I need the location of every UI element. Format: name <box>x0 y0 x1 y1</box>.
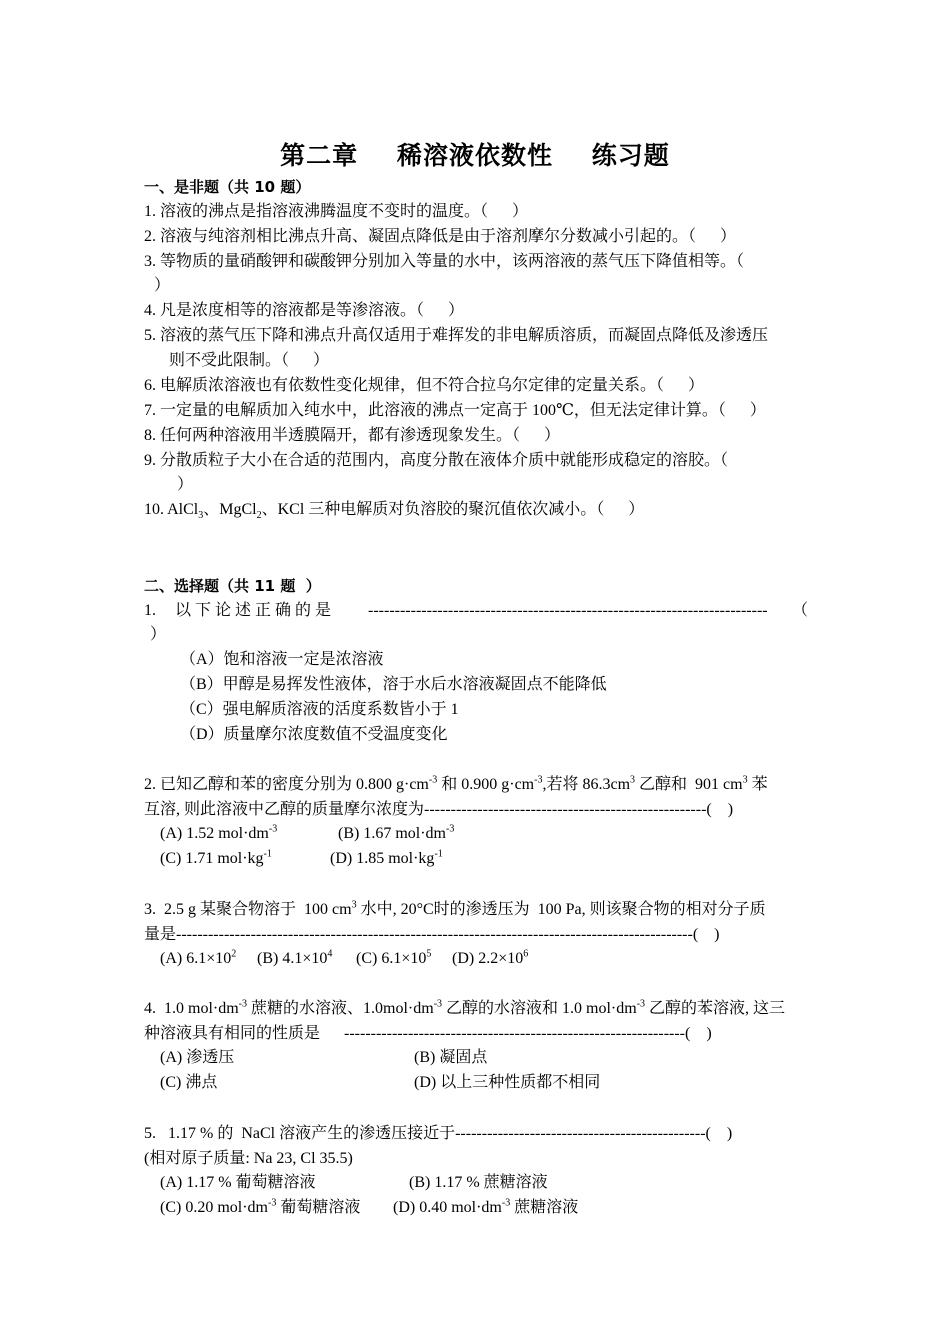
tf-item-5-cont: 则不受此限制。（ ） <box>169 352 330 369</box>
q2-option-b: (B) 1.67 $mol\cdot dm^{-3}$ <box>338 823 455 842</box>
section1-heading: 一、是非题（共 10 题） <box>144 178 311 196</box>
tf-item-9-cont: ） <box>177 476 194 493</box>
tf-item-3-cont: ） <box>154 277 171 294</box>
q2-option-c: (C) 1.71 $mol\cdot kg^{-1}$ <box>160 848 272 867</box>
q5-option-b: (B) 1.17 % 蔗糖溶液 <box>409 1174 548 1191</box>
tf-item-7: 7. 一定量的电解质加入纯水中，此溶液的沸点一定高于 100℃，但无法定律计算。（ ） <box>144 402 766 419</box>
tf-item-6: 6. 电解质浓溶液也有依数性变化规律，但不符合拉乌尔定律的定量关系。（ ） <box>144 377 705 394</box>
q4-stem-line1: 4. 1.0 $mol\cdot dm^{-3}$ 蔗糖的水溶液、$1.0mol\cdot dm^{-3}$ 乙醇的水溶液和 1.0 $mol\cdot dm^{-3}$ 乙醇的苯溶液, 这三 <box>144 998 786 1017</box>
q5-option-a: (A) 1.17 % 葡萄糖溶液 <box>160 1174 316 1191</box>
tf-item-5: 5. 溶液的蒸气压下降和沸点升高仅适用于难挥发的非电解质溶质，而凝固点降低及渗透压 <box>144 327 769 344</box>
q3-option-b: (B) $4.1\times 10^4$ <box>257 948 333 967</box>
tf-item-10: 10. AlCl$_3$、MgCl$_2$、KCl 三种电解质对负溶胶的聚沉值依次减小。（ ） <box>144 501 645 522</box>
tf-item-3: 3. 等物质的量硝酸钾和碳酸钾分别加入等量的水中，该两溶液的蒸气压下降值相等。（ <box>144 253 745 270</box>
section2-heading: 二、选择题（共 11 题 ） <box>144 577 321 595</box>
q4-option-b: (B) 凝固点 <box>414 1049 488 1066</box>
q1-dash-leader: --------------------------------------------------------------------------- <box>368 602 768 619</box>
tf-item-1: 1. 溶液的沸点是指溶液沸腾温度不变时的温度。（ ） <box>144 203 529 220</box>
q2-option-d: (D) 1.85 $mol\cdot kg^{-1}$ <box>330 848 443 867</box>
tf-item-8: 8. 任何两种溶液用半透膜隔开，都有渗透现象发生。（ ） <box>144 427 561 444</box>
q1-option-b: （B）甲醇是易挥发性液体，溶于水后水溶液凝固点不能降低 <box>180 676 607 693</box>
q1-stem: 以下论述正确的是 <box>175 602 336 619</box>
q4-option-a: (A) 渗透压 <box>160 1049 235 1066</box>
tf-item-4: 4. 凡是浓度相等的溶液都是等渗溶液。（ ） <box>144 302 465 319</box>
q3-stem-line2: 量是-------------------------------------------------------------------------------------------------( ) <box>144 926 720 943</box>
q5-stem-line2: (相对原子质量: Na 23, Cl 35.5) <box>144 1150 353 1167</box>
q2-option-a: (A) 1.52 $mol\cdot dm^{-3}$ <box>160 823 278 842</box>
q2-stem-line2: 互溶, 则此溶液中乙醇的质量摩尔浓度为-----------------------------------------------------( ) <box>144 801 734 818</box>
q5-option-d: (D) 0.40 $mol\cdot dm^{-3}$ 蔗糖溶液 <box>393 1197 579 1216</box>
q1-paren-close: ） <box>150 626 167 643</box>
page-title: 第二章 稀溶液依数性 练习题 <box>280 141 670 170</box>
q3-stem-line1: 3. 2.5 g 某聚合物溶于 100 $cm^3$ 水中, 20°C时的渗透压为 100 Pa, 则该聚合物的相对分子质 <box>144 899 766 918</box>
q3-option-a: (A) $6.1\times 10^2$ <box>160 948 237 967</box>
q5-option-c: (C) 0.20 $mol\cdot dm^{-3}$ 葡萄糖溶液 <box>160 1197 361 1216</box>
q1-option-c: （C）强电解质溶液的活度系数皆小于 1 <box>180 701 459 718</box>
q3-option-d: (D) $2.2\times 10^6$ <box>452 948 529 967</box>
q1-option-d: （D）质量摩尔浓度数值不受温度变化 <box>180 726 448 743</box>
q1-paren-open: （ <box>792 602 809 619</box>
q1-option-a: （A）饱和溶液一定是浓溶液 <box>180 651 384 668</box>
q4-option-c: (C) 沸点 <box>160 1074 218 1091</box>
q3-option-c: (C) $6.1\times 10^5$ <box>356 948 432 967</box>
tf-item-9: 9. 分散质粒子大小在合适的范围内，高度分散在液体介质中就能形成稳定的溶胶。（ <box>144 452 729 469</box>
q2-stem-line1: 2. 已知乙醇和苯的密度分别为 0.800 $g\cdot cm^{-3}$ 和 0.900 $g\cdot cm^{-3}$,若将 $86.3cm^3$ 乙醇和 901 $cm^3$ 苯 <box>144 774 768 793</box>
q4-option-d: (D) 以上三种性质都不相同 <box>414 1074 601 1091</box>
q4-stem-line2: 种溶液具有相同的性质是 ----------------------------------------------------------------( ) <box>144 1025 712 1042</box>
tf-item-2: 2. 溶液与纯溶剂相比沸点升高、凝固点降低是由于溶剂摩尔分数减小引起的。（ ） <box>144 228 737 245</box>
q5-stem-line1: 5. 1.17 % 的 NaCl 溶液产生的渗透压接近于-----------------------------------------------( ) <box>144 1125 733 1142</box>
q1-number: 1. <box>144 602 156 619</box>
